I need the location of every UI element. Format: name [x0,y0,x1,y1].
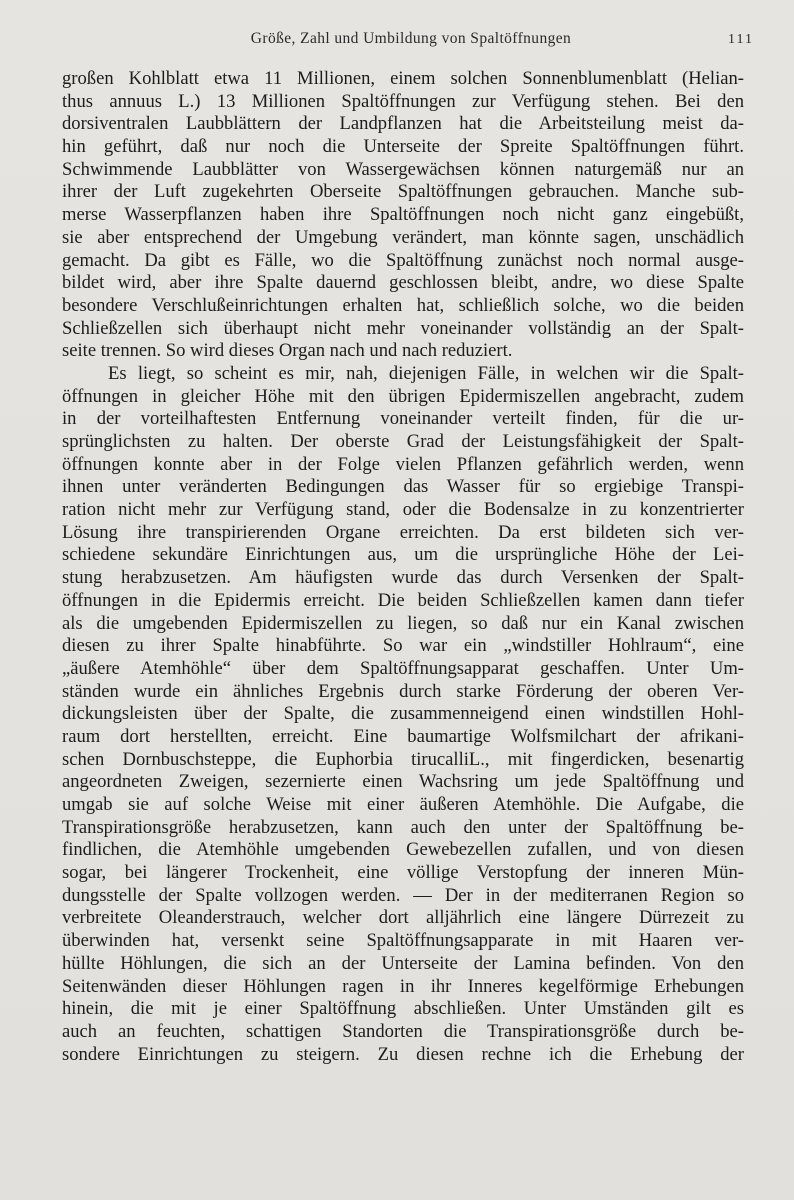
text-line: Schließzellen sich überhaupt nicht mehr voneinander vollständig an der Spalt- [62,317,744,339]
text-line: großen Kohlblatt etwa 11 Millionen, einem solchen Sonnenblumenblatt (Helian- [62,68,744,89]
text-line: sogar, bei längerer Trockenheit, eine völlige Verstopfung der inneren Mün- [62,862,744,884]
text-line: merse Wasserpflanzen haben ihre Spaltöffnungen noch nicht ganz eingebüßt, [62,204,744,226]
text-line: raum dort herstellten, erreicht. Eine baumartige Wolfsmilchart der afrikani- [62,725,744,747]
text-line: schiedene sekundäre Einrichtungen aus, um die ursprüngliche Höhe der Lei- [62,544,744,566]
text-line: als die umgebenden Epidermiszellen zu liegen, so daß nur ein Kanal zwischen [62,612,744,634]
text-line: in der vorteilhaftesten Entfernung voneinander verteilt finden, für die ur- [62,408,744,430]
text-line: überwinden hat, versenkt seine Spaltöffnungsapparate in mit Haaren ver- [62,930,744,952]
text-line: ihrer der Luft zugekehrten Oberseite Spaltöffnungen gebrauchen. Manche sub- [62,181,744,203]
text-line: gemacht. Da gibt es Fälle, wo die Spaltöffnung zunächst noch normal ausge- [62,249,744,271]
text-line: hinein, die mit je einer Spaltöffnung abschließen. Unter Umständen gilt es [62,998,744,1020]
text-line: Seitenwänden dieser Höhlungen ragen in ihr Inneres kegelförmige Erhebungen [62,975,744,997]
text-line: findlichen, die Atemhöhle umgebenden Gewebezellen zufallen, und von diesen [62,839,744,861]
text-line: besondere Verschlußeinrichtungen erhalten hat, schließlich solche, wo die beiden [62,294,744,316]
text-line: verbreitete Oleanderstrauch, welcher dort alljährlich eine längere Dürrezeit zu [62,907,744,929]
text-line: Es liegt, so scheint es mir, nah, diejenigen Fälle, in welchen wir die Spalt- [108,362,744,384]
text-line: „äußere Atemhöhle“ über dem Spaltöffnungsapparat geschaffen. Unter Um- [62,657,744,679]
text-line: Schwimmende Laubblätter von Wassergewächsen können naturgemäß nur an [62,158,744,180]
text-line: diesen zu ihrer Spalte hinabführte. So war ein „windstiller Hohlraum“, eine [62,635,744,657]
text-line: dickungsleisten über der Spalte, die zusammenneigend einen windstillen Hohl- [62,703,744,725]
text-line: öffnungen konnte aber in der Folge vielen Pflanzen gefährlich werden, wenn [62,453,744,475]
text-line: dungsstelle der Spalte vollzogen werden. — Der in der mediterranen Region so [62,884,744,906]
text-line: sprünglichsten zu halten. Der oberste Grad der Leistungsfähigkeit der Spalt- [62,431,744,452]
text-line: dorsiventralen Laubblättern der Landpflanzen hat die Arbeitsteilung meist da- [62,113,744,135]
page-number: 111 [728,32,754,47]
page-header [62,30,760,54]
text-line: öffnungen in gleicher Höhe mit den übrigen Epidermiszellen angebracht, zudem [62,385,744,407]
text-line: angeordneten Zweigen, sezernierte einen Wachsring um jede Spaltöffnung und [62,771,744,793]
running-title: Größe, Zahl und Umbildung von Spaltöffnungen [250,30,572,47]
text-line: hin geführt, daß nur noch die Unterseite der Spreite Spaltöffnungen führt. [62,136,744,158]
text-line: stung herabzusetzen. Am häufigsten wurde das durch Versenken der Spalt- [62,567,744,589]
text-line: ration nicht mehr zur Verfügung stand, oder die Bodensalze in zu konzentrierter [62,499,744,521]
text-line: schen Dornbuschsteppe, die Euphorbia tirucalliL., mit fingerdicken, besenartig [62,748,744,770]
text-line: öffnungen in die Epidermis erreicht. Die beiden Schließzellen kamen dann tiefer [62,589,744,611]
text-line: auch an feuchten, schattigen Standorten die Transpirationsgröße durch be- [62,1020,744,1042]
text-line: sie aber entsprechend der Umgebung verändert, man könnte sagen, unschädlich [62,226,744,248]
text-line: ihnen unter veränderten Bedingungen das Wasser für so ergiebige Transpi- [62,476,744,498]
text-line: seite trennen. So wird dieses Organ nach und nach reduziert. [62,340,513,362]
text-line: thus annuus L.) 13 Millionen Spaltöffnungen zur Verfügung stehen. Bei den [62,90,744,112]
text-line: umgab sie auf solche Weise mit einer äußeren Atemhöhle. Die Aufgabe, die [62,794,744,815]
body-text [62,68,744,1066]
text-line: bildet wird, aber ihre Spalte dauernd geschlossen bleibt, andre, wo diese Spalte [62,272,744,294]
text-line: hüllte Höhlungen, die sich an der Unterseite der Lamina befinden. Von den [62,952,744,974]
text-line: ständen wurde ein ähnliches Ergebnis durch starke Förderung der oberen Ver- [62,680,744,702]
text-line: Transpirationsgröße herabzusetzen, kann auch den unter der Spaltöffnung be- [62,816,744,838]
text-line: Lösung ihre transpirierenden Organe erreichten. Da erst bildeten sich ver- [62,521,744,543]
text-line: sondere Einrichtungen zu steigern. Zu diesen rechne ich die Erhebung der [62,1043,744,1065]
